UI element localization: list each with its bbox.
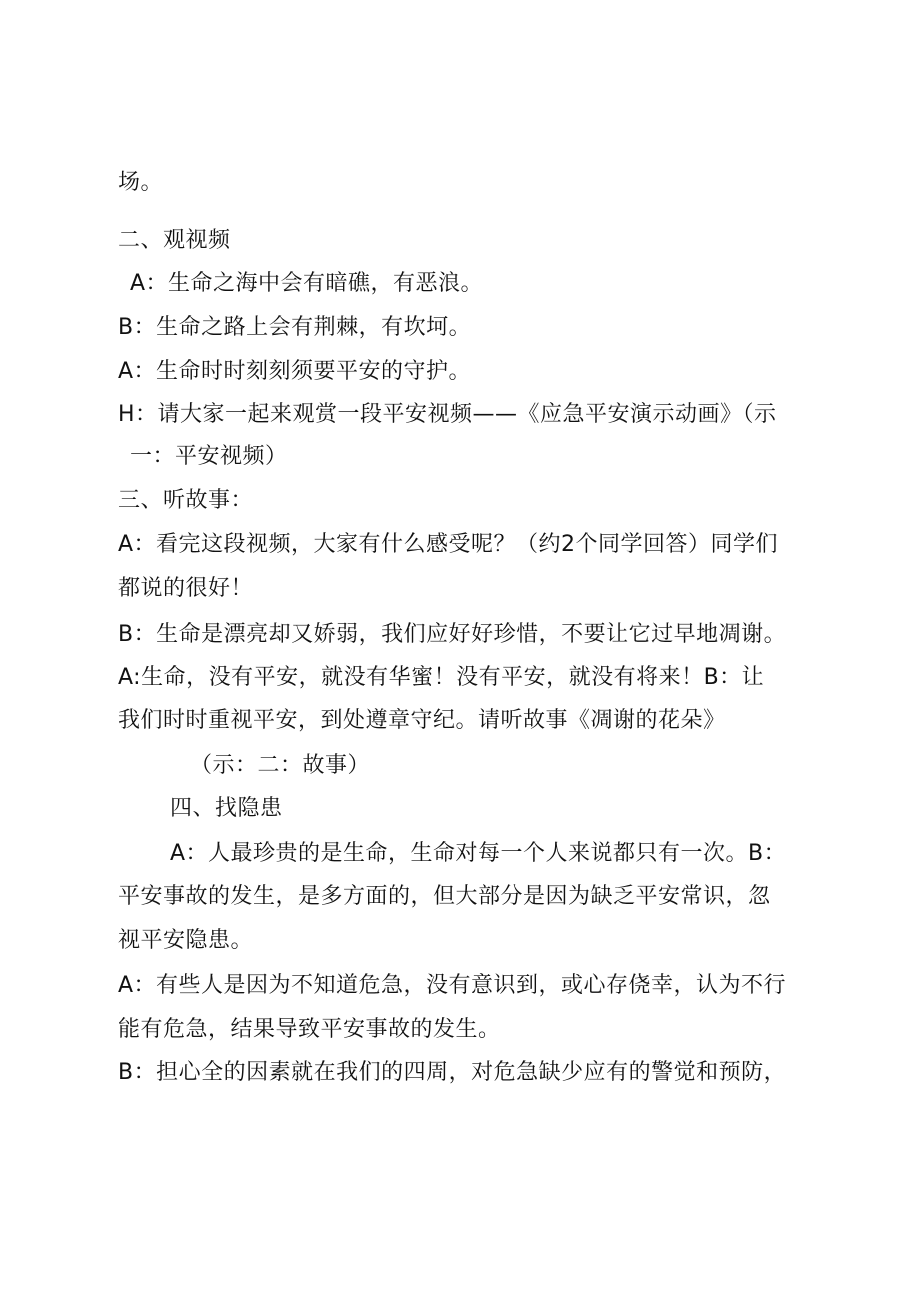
text-line: 都说的很好！ xyxy=(118,576,254,601)
text-line: A：有些人是因为不知道危急，没有意识到，或心存侥幸，认为不行 xyxy=(118,973,787,998)
text-line: H：请大家一起来观赏一段平安视频——《应急平安演示动画》（示 xyxy=(118,402,777,427)
text-line: 能有危急，结果导致平安事故的发生。 xyxy=(118,1017,501,1042)
text-line: B：担心全的因素就在我们的四周，对危急缺少应有的警觉和预防， xyxy=(118,1060,787,1085)
text-line: B：生命是漂亮却又娇弱，我们应好好珍惜，不要让它过早地凋谢。 xyxy=(118,622,787,647)
section-heading: 三、听故事： xyxy=(118,488,254,513)
text-line: A:生命，没有平安，就没有华蜜！没有平安，就没有将来！B：让 xyxy=(118,665,765,690)
text-line: 一：平安视频） xyxy=(130,444,288,469)
section-heading: 四、找隐患 xyxy=(170,796,283,821)
text-line: 平安事故的发生，是多方面的，但大部分是因为缺乏平安常识，忽 xyxy=(118,884,771,909)
text-line: B：生命之路上会有荆棘，有坎坷。 xyxy=(118,315,472,340)
section-heading: 二、观视频 xyxy=(118,228,231,253)
text-line: A：生命之海中会有暗礁，有恶浪。 xyxy=(130,271,484,296)
text-line: 场。 xyxy=(118,170,164,195)
text-line: （示：二：故事） xyxy=(190,753,371,778)
text-line: 视平安隐患。 xyxy=(118,928,254,953)
text-line: A：人最珍贵的是生命，生命对每一个人来说都只有一次。B： xyxy=(170,841,787,866)
text-line: A：看完这段视频，大家有什么感受呢？（约2个同学回答）同学们 xyxy=(118,532,779,557)
text-line: A：生命时时刻刻须要平安的守护。 xyxy=(118,359,472,384)
text-line: 我们时时重视平安，到处遵章守纪。请听故事《凋谢的花朵》 xyxy=(118,708,726,733)
